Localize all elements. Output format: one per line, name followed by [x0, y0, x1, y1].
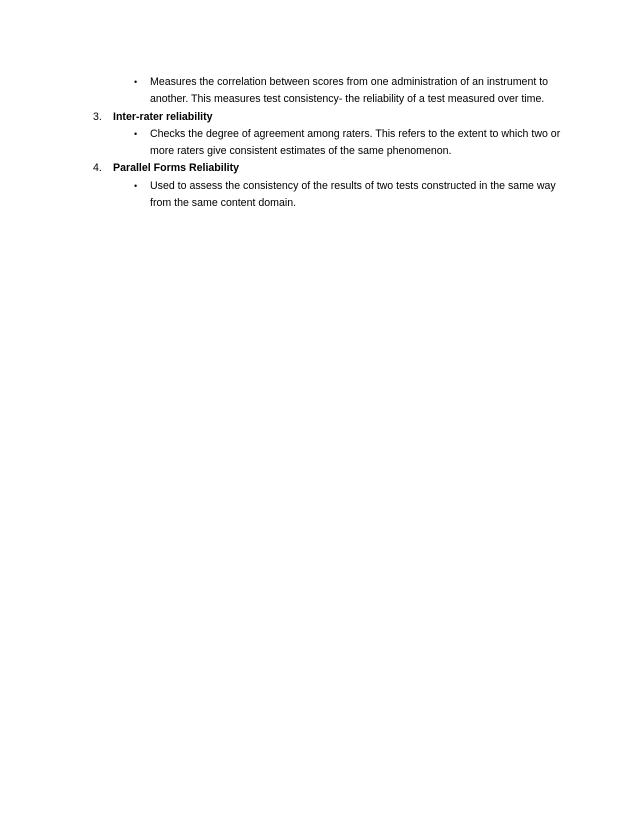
bullet-icon: • [134, 180, 138, 191]
bullet-text: Used to assess the consistency of the results of two tests constructed in the same way from the same content domain. [150, 179, 556, 210]
item-number: 3. [93, 110, 102, 123]
bullet-text: Checks the degree of agreement among raters. This refers to the extent to which two or more raters give consistent estimates of the same phenomenon. [150, 127, 561, 158]
list-item [93, 126, 573, 161]
bullet-icon: • [134, 77, 138, 87]
list-item [93, 178, 573, 213]
bullet-text: Measures the correlation between scores from one administration of an instrument to another. This measures test consistency- the reliability of a test measured over time. [150, 76, 549, 106]
list-item [93, 74, 573, 109]
item-number: 4. [93, 162, 102, 175]
numbered-item [93, 109, 573, 126]
bullet-icon: • [134, 128, 138, 139]
numbered-item [93, 160, 573, 177]
document-body [93, 74, 573, 212]
item-heading: Parallel Forms Reliability [113, 162, 239, 175]
item-heading: Inter-rater reliability [113, 110, 213, 123]
